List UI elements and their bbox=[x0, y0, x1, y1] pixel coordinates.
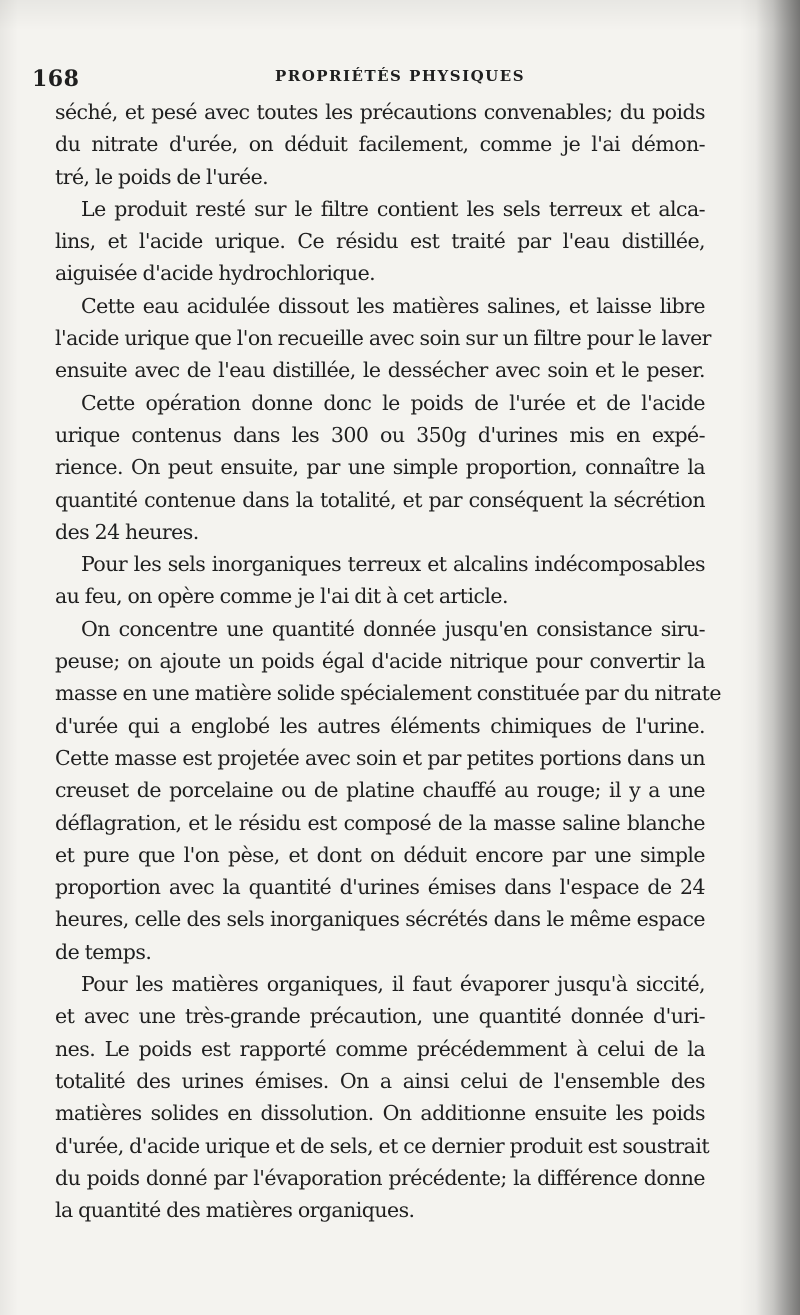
text-line: rience. On peut ensuite, par une simple proportion, connaître la bbox=[55, 455, 705, 480]
text-line: Pour les sels inorganiques terreux et alcalins indécomposables bbox=[81, 552, 705, 577]
text-line: matières solides en dissolution. On additionne ensuite les poids bbox=[55, 1101, 705, 1126]
text-line: d'urée, d'acide urique et de sels, et ce dernier produit est soustrait bbox=[55, 1133, 710, 1158]
running-head: PROPRIÉTÉS PHYSIQUES bbox=[274, 67, 526, 85]
text-line: Le produit resté sur le filtre contient les sels terreux et alca- bbox=[81, 196, 705, 221]
text-line: Cette masse est projetée avec soin et par petites portions dans un bbox=[55, 745, 705, 770]
paragraph bbox=[55, 290, 711, 387]
text-line: quantité contenue dans la totalité, et par conséquent la sécrétion bbox=[55, 487, 705, 512]
text-line: heures, celle des sels inorganiques sécrétés dans le même espace bbox=[55, 907, 705, 932]
text-line: du poids donné par l'évaporation précédente; la différence donne bbox=[55, 1165, 705, 1190]
text-line: Cette eau acidulée dissout les matières salines, et laisse libre bbox=[81, 293, 705, 318]
text-line: la quantité des matières organiques. bbox=[55, 1198, 415, 1223]
text-line: tré, le poids de l'urée. bbox=[55, 164, 269, 189]
text-line: masse en une matière solide spécialement constituée par du nitrate bbox=[55, 681, 721, 706]
text-line: et avec une très-grande précaution, une quantité donnée d'uri- bbox=[55, 1004, 705, 1029]
text-line: du nitrate d'urée, on déduit facilement, comme je l'ai démon- bbox=[55, 132, 705, 157]
text-line: ensuite avec de l'eau distillée, le dessécher avec soin et le peser. bbox=[55, 358, 705, 383]
text-line: totalité des urines émises. On a ainsi celui de l'ensemble des bbox=[55, 1068, 705, 1093]
text-line: Cette opération donne donc le poids de l'urée et de l'acide bbox=[81, 390, 705, 415]
paragraph bbox=[55, 613, 721, 968]
page-number: 168 bbox=[32, 66, 80, 92]
paragraph bbox=[55, 548, 705, 613]
text-line: aiguisée d'acide hydrochlorique. bbox=[55, 261, 376, 286]
text-line: peuse; on ajoute un poids égal d'acide nitrique pour convertir la bbox=[55, 649, 705, 674]
text-line: déflagration, et le résidu est composé de la masse saline blanche bbox=[55, 810, 705, 835]
text-line: d'urée qui a englobé les autres éléments chimiques de l'urine. bbox=[55, 713, 705, 738]
text-line: au feu, on opère comme je l'ai dit à cet article. bbox=[55, 584, 508, 609]
text-line: nes. Le poids est rapporté comme précédemment à celui de la bbox=[55, 1036, 705, 1061]
text-line: lins, et l'acide urique. Ce résidu est traité par l'eau distillée, bbox=[55, 229, 705, 254]
paragraph bbox=[55, 96, 705, 193]
text-line: proportion avec la quantité d'urines émises dans l'espace de 24 bbox=[55, 875, 705, 900]
text-line: creuset de porcelaine ou de platine chauffé au rouge; il y a une bbox=[55, 778, 705, 803]
paragraph bbox=[55, 968, 710, 1226]
body-text bbox=[55, 96, 721, 1226]
text-line: des 24 heures. bbox=[55, 519, 199, 544]
text-line: On concentre une quantité donnée jusqu'en consistance siru- bbox=[81, 616, 705, 641]
text-line: séché, et pesé avec toutes les précautions convenables; du poids bbox=[55, 100, 705, 124]
text-line: de temps. bbox=[55, 939, 152, 964]
text-line: l'acide urique que l'on recueille avec soin sur un filtre pour le laver bbox=[55, 326, 711, 351]
text-line: urique contenus dans les 300 ou 350g d'urines mis en expé- bbox=[55, 422, 705, 447]
page-gutter-shadow bbox=[756, 0, 800, 1315]
text-line: et pure que l'on pèse, et dont on déduit encore par une simple bbox=[55, 842, 705, 867]
text-line: Pour les matières organiques, il faut évaporer jusqu'à siccité, bbox=[81, 972, 705, 997]
paragraph bbox=[55, 387, 705, 548]
paragraph bbox=[55, 193, 705, 290]
